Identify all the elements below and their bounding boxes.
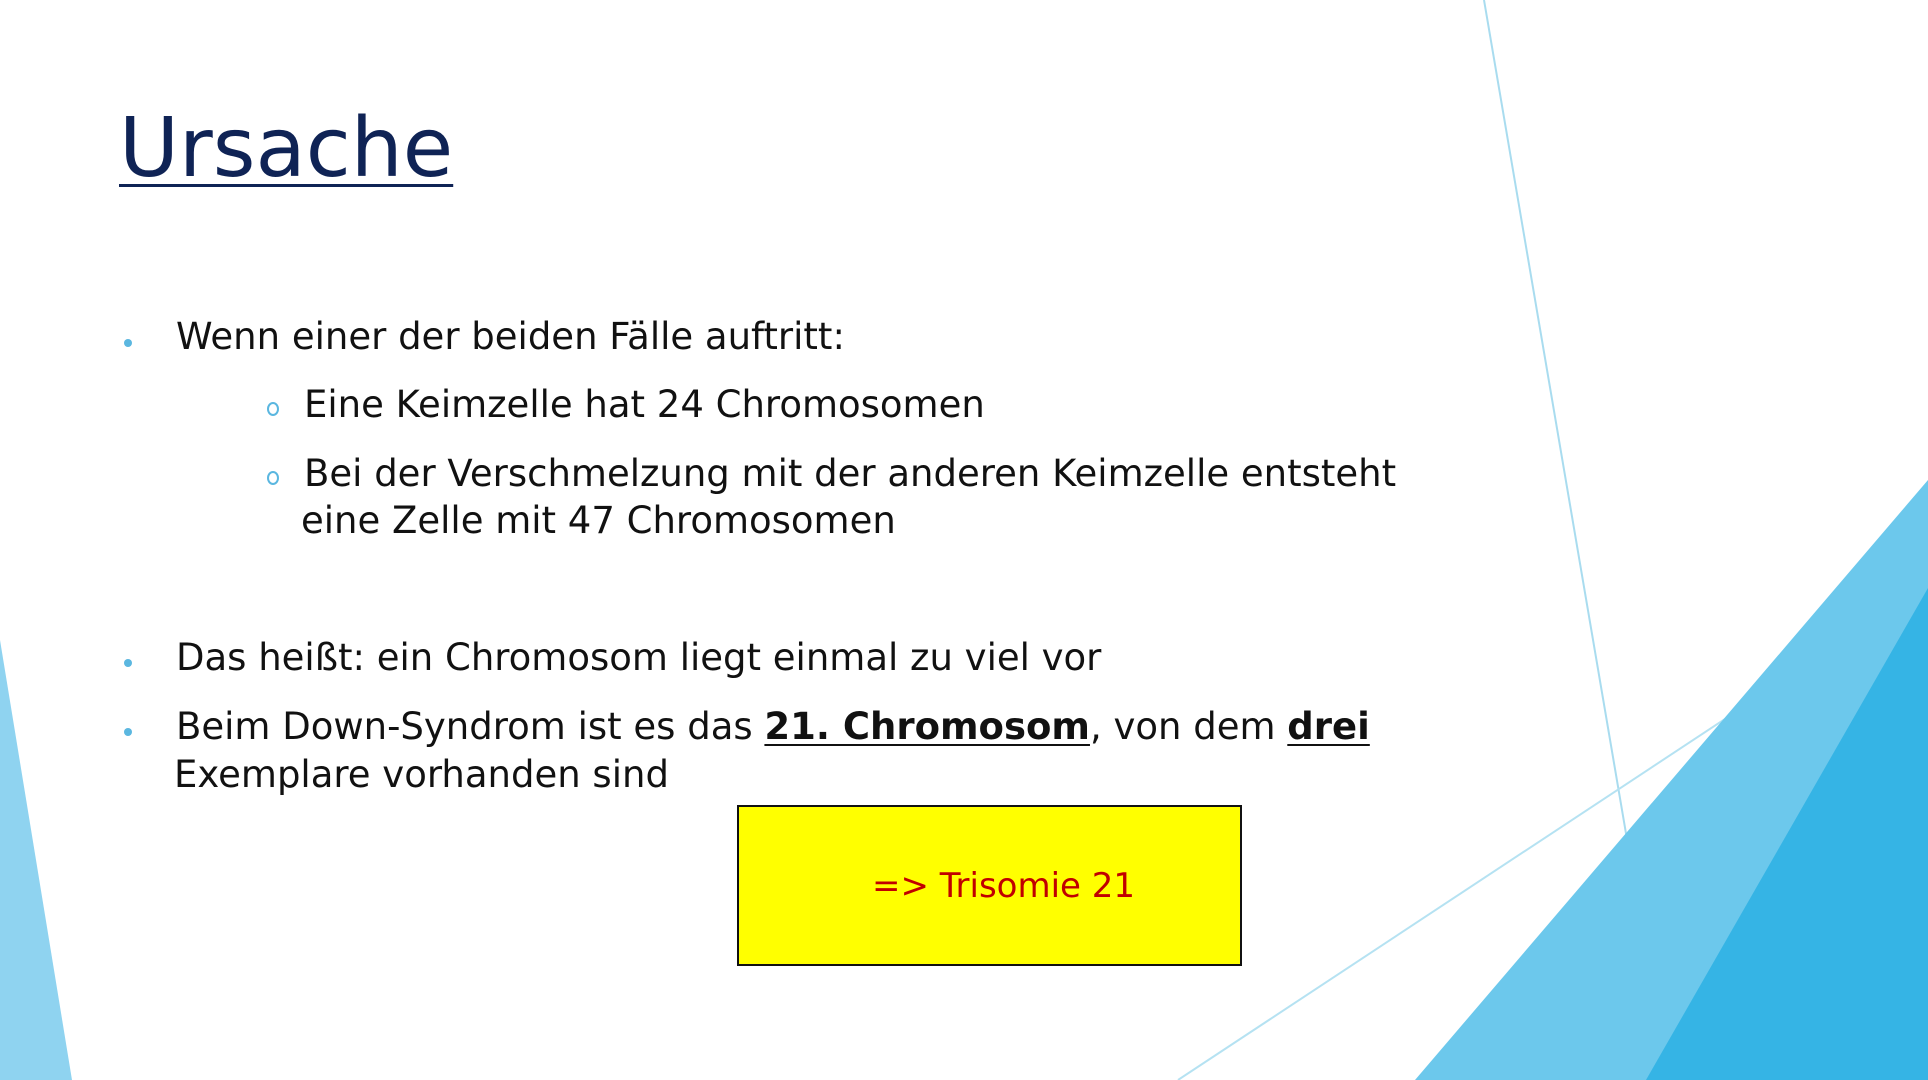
bullet-text-1: Wenn einer der beiden Fälle auftritt:	[176, 315, 845, 358]
sub-bullet-text-2-line-1: Bei der Verschmelzung mit der anderen Keimzelle entsteht	[304, 452, 1397, 495]
emphasis-three: drei	[1287, 705, 1370, 748]
sub-bullet-text-1: Eine Keimzelle hat 24 Chromosomen	[304, 383, 985, 426]
bullet-dot	[124, 728, 132, 736]
bullet-text-3-line-1	[176, 703, 1370, 751]
bullet-text-3-part-1: Beim Down-Syndrom ist es das	[176, 705, 765, 748]
bullet-text-3-part-2: , von dem	[1089, 705, 1288, 748]
bullet-text-3-line-2: Exemplare vorhanden sind	[174, 753, 669, 796]
emphasis-chromosome-21: 21. Chromosom	[764, 705, 1090, 748]
left-accent-triangle	[0, 640, 72, 1080]
page-title: Ursache	[119, 101, 454, 196]
trisomy-callout-box	[737, 805, 1242, 966]
bullet-text-2: Das heißt: ein Chromosom liegt einmal zu viel vor	[176, 636, 1102, 679]
sub-bullet-text-2-line-2: eine Zelle mit 47 Chromosomen	[301, 499, 896, 542]
sub-bullet-circle	[267, 402, 279, 416]
sub-bullet-circle	[267, 471, 279, 485]
callout-text: => Trisomie 21	[871, 865, 1136, 906]
bullet-dot	[124, 339, 132, 347]
bullet-dot	[124, 659, 132, 667]
